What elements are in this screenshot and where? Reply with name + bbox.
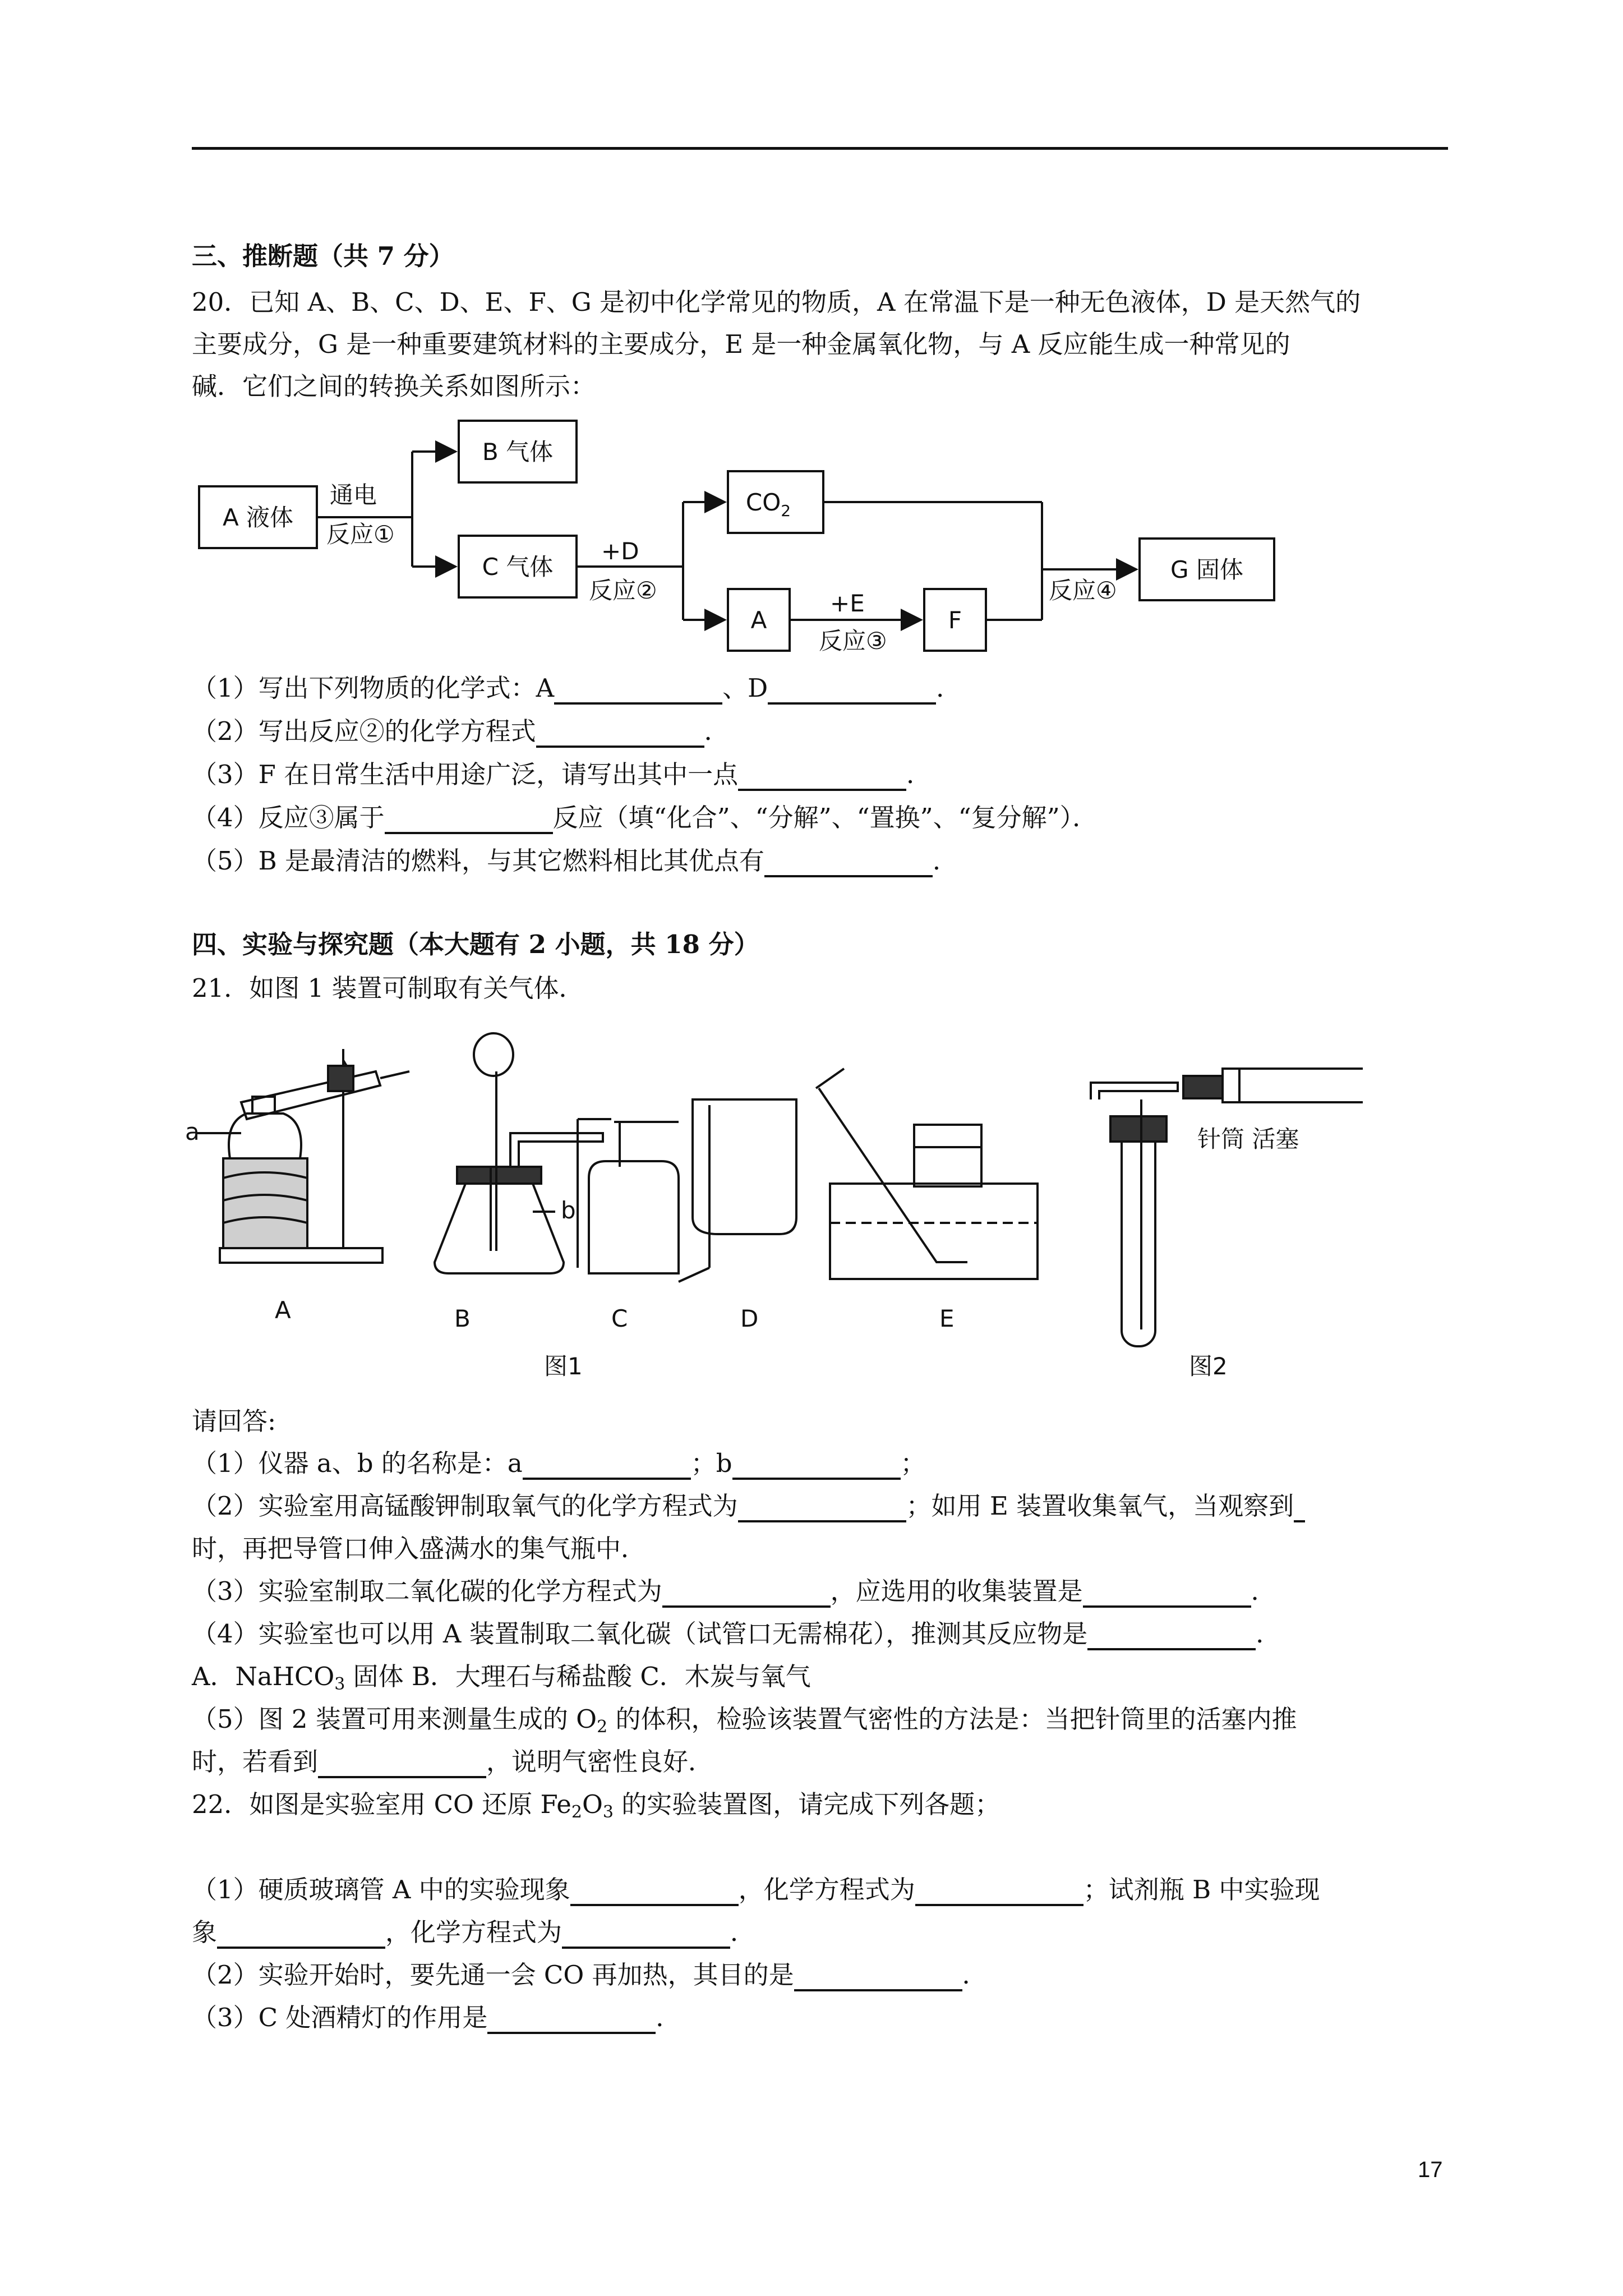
q20-4: （4）反应③属于 反应（填“化合”、“分解”、“置换”、“复分解”）． (192, 802, 1098, 834)
answer-prompt: 请回答: (192, 1406, 276, 1436)
q21-3: （3）实验室制取二氧化碳的化学方程式为 ，应选用的收集装置是 ． (192, 1575, 1276, 1608)
header-rule (192, 147, 1448, 150)
label-a-lamp: a (185, 1118, 200, 1145)
section-4-title: 四、实验与探究题（本大题有 2 小题，共 18 分） (192, 930, 759, 959)
q22-1-cont: 象 ，化学方程式为 ． (192, 1916, 755, 1949)
label-b-funnel: b (561, 1197, 576, 1224)
answer-blank[interactable] (794, 1961, 962, 1991)
reaction-flow-diagram (185, 412, 1363, 659)
box-f-label: F (948, 606, 962, 634)
answer-blank[interactable] (570, 1876, 739, 1906)
label-tongdian: 通电 (330, 481, 377, 509)
q21-2-cont: 时，再把导管口伸入盛满水的集气瓶中． (192, 1534, 647, 1563)
conical-flask (435, 1184, 564, 1273)
page-number: 17 (1418, 2157, 1443, 2182)
fig2-caption: 图2 (1189, 1352, 1228, 1380)
q20-text-line3: 碱．它们之间的转换关系如图所示： (192, 371, 596, 401)
answer-blank[interactable] (1083, 1577, 1251, 1608)
q22-3: （3）C 处酒精灯的作用是 ． (192, 2001, 681, 2034)
q20-text-line1: 20．已知 A、B、C、D、E、F、G 是初中化学常见的物质，A 在常温下是一种无色液体，D 是天然气的 (192, 287, 1361, 317)
q22-1: （1）硬质玻璃管 A 中的实验现象 ，化学方程式为 ；试剂瓶 B 中实验现 (192, 1874, 1320, 1906)
stand-base (220, 1248, 382, 1263)
answer-blank[interactable] (385, 804, 553, 834)
answer-blank[interactable] (217, 1918, 385, 1949)
answer-blank[interactable] (1087, 1620, 1256, 1650)
q20-1: （1）写出下列物质的化学式：A 、D ． (192, 672, 961, 705)
answer-blank[interactable] (536, 717, 704, 748)
label-plus-e: +E (830, 590, 865, 617)
answer-blank[interactable] (738, 1492, 906, 1522)
answer-blank[interactable] (554, 674, 722, 705)
q22-2: （2）实验开始时，要先通一会 CO 再加热，其目的是 ． (192, 1959, 988, 1991)
q21-1: （1）仪器 a、b 的名称是：a ；b ； (192, 1447, 926, 1480)
section-3-title: 三、推断题（共 7 分） (192, 241, 454, 271)
q20-2: （2）写出反应②的化学方程式 ． (192, 715, 730, 748)
label-plus-d: +D (601, 537, 639, 565)
label-C: C (611, 1305, 628, 1332)
q20-5: （5）B 是最清洁的燃料，与其它燃料相比其优点有 ． (192, 845, 958, 877)
water-trough (830, 1184, 1038, 1279)
answer-blank[interactable] (487, 2004, 656, 2034)
q21-title: 21．如图 1 装置可制取有关气体． (192, 973, 584, 1003)
label-reaction-1: 反应① (326, 521, 395, 548)
apparatus-figure (185, 1015, 1363, 1397)
box-g-label: G 固体 (1170, 556, 1243, 583)
label-reaction-4: 反应④ (1049, 577, 1117, 604)
box-c-label: C 气体 (482, 553, 554, 581)
q22-title: 22．如图是实验室用 CO 还原 $Fe_2O_3$ 的实验装置图，请完成下列各题； (192, 1789, 1000, 1822)
label-E: E (939, 1305, 955, 1332)
answer-blank[interactable] (764, 847, 933, 877)
q21-5: （5）图 2 装置可用来测量生成的 $O_2$ 的体积，检验该装置气密性的方法是：当把针筒里的活塞内推 (192, 1704, 1297, 1737)
box-co2-label: $CO_2$ (745, 489, 791, 520)
q21-4: （4）实验室也可以用 A 装置制取二氧化碳（试管口无需棉花），推测其反应物是 ． (192, 1618, 1281, 1650)
syringe (1223, 1069, 1363, 1102)
fig1-caption: 图1 (544, 1352, 583, 1380)
label-B: B (454, 1305, 471, 1332)
label-reaction-2: 反应② (589, 577, 657, 604)
label-A: A (275, 1296, 291, 1324)
answer-blank[interactable] (732, 1450, 901, 1480)
inverted-bottle-d (693, 1099, 796, 1234)
gas-bottle-c (589, 1161, 679, 1273)
test-tube (241, 1071, 380, 1119)
separating-funnel (474, 1033, 513, 1076)
q21-2: （2）实验室用高锰酸钾制取氧气的化学方程式为 ；如用 E 装置收集氧气，当观察到 (192, 1490, 1305, 1522)
test-tube-fig2 (1122, 1122, 1155, 1346)
answer-blank[interactable] (1294, 1492, 1305, 1522)
box-a-label: A 液体 (222, 504, 294, 531)
answer-blank[interactable] (523, 1450, 691, 1480)
answer-blank[interactable] (915, 1876, 1083, 1906)
answer-blank[interactable] (738, 761, 906, 791)
needle-label: 针筒 活塞 (1197, 1125, 1299, 1153)
collecting-bottle (914, 1125, 981, 1186)
q20-text-line2: 主要成分，G 是一种重要建筑材料的主要成分，E 是一种金属氧化物，与 A 反应能生成一种常见的 (192, 329, 1290, 359)
alcohol-lamp (229, 1114, 301, 1158)
answer-blank[interactable] (662, 1577, 831, 1608)
q21-options: A．NaHCO$_3$ 固体 B．大理石与稀盐酸 C．木炭与氧气 (192, 1662, 811, 1694)
label-D: D (740, 1305, 759, 1332)
box-b-label: B 气体 (482, 438, 554, 466)
label-reaction-3: 反应③ (819, 627, 887, 655)
q20-3: （3）F 在日常生活中用途广泛，请写出其中一点 ． (192, 758, 932, 791)
answer-blank[interactable] (768, 674, 936, 705)
box-a2-label: A (750, 606, 767, 634)
q21-5-cont: 时，若看到 ，说明气密性良好． (192, 1746, 713, 1778)
answer-blank[interactable] (562, 1918, 730, 1949)
answer-blank[interactable] (318, 1748, 486, 1778)
